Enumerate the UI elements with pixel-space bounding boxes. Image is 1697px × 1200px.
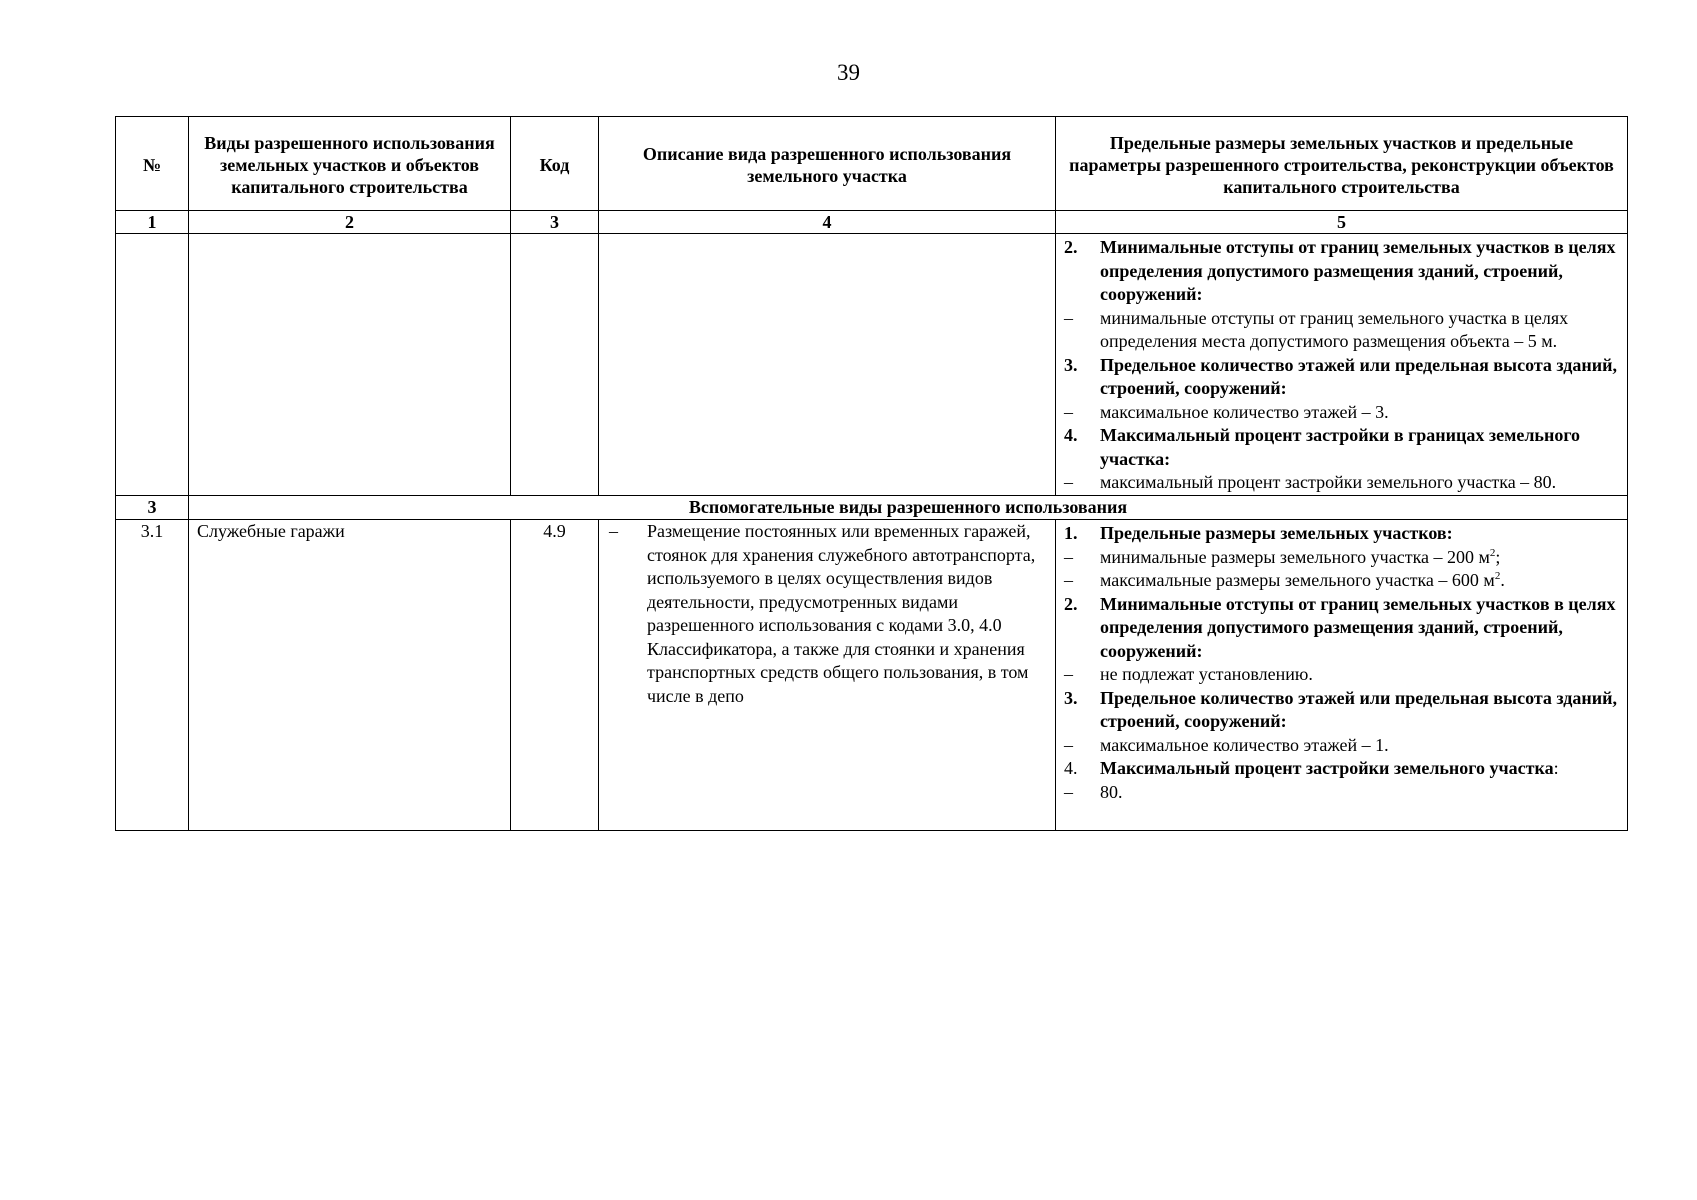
parameter-text [1100,236,1619,307]
column-number: 3 [511,211,599,234]
parameter-item [1064,401,1619,425]
parameter-text [1100,307,1619,354]
parameter-text-main: максимальные размеры земельного участка – 600 м [1100,570,1495,590]
parameter-text-tail: : [1553,758,1559,778]
table-row [116,520,1628,831]
parameter-text-main: Предельное количество этажей или предельная высота зданий, строений, сооружений: [1100,354,1618,398]
parameters-list [1064,522,1619,804]
section-title: Вспомогательные виды разрешенного использования [189,495,1628,520]
parameter-text-main: минимальные размеры земельного участка – 200 м [1100,546,1490,567]
parameter-mark: 4. [1064,758,1078,778]
parameter-item [1064,354,1619,401]
parameter-item [1064,522,1619,546]
parameter-text-main: Предельное количество этажей или предельная высота зданий, строений, сооружений: [1100,687,1618,731]
column-number: 4 [599,211,1056,234]
superscript: 2 [1494,570,1501,582]
parameter-text [1100,781,1619,805]
page-number: 39 [837,60,860,85]
column-number: 2 [189,211,511,234]
parameter-mark: – [1064,570,1073,590]
parameter-mark: – [1064,472,1073,492]
parameter-text [1100,734,1619,758]
parameter-text [1100,757,1619,781]
row-number: 3.1 [116,520,189,831]
parameter-text [1100,401,1619,425]
parameter-mark: – [1064,781,1073,802]
parameter-text-main: минимальные отступы от границ земельного участка в целях определения места допустимого размещения объекта – 5 м. [1100,307,1569,351]
parameter-item [1064,781,1619,805]
dash-mark: – [609,521,618,541]
parameter-text-main: 80. [1100,781,1123,802]
parameter-mark: – [1064,307,1073,328]
row-description-cell [599,520,1056,831]
parameter-mark: 2. [1064,593,1078,614]
parameter-mark: 2. [1064,237,1078,257]
parameter-text [1100,522,1619,546]
parameter-item [1064,593,1619,664]
parameter-item [1064,757,1619,781]
parameter-mark: 3. [1064,687,1078,708]
parameter-item [1064,307,1619,354]
header-description: Описание вида разрешенного использования земельного участка [599,117,1056,211]
column-number-row [116,211,1628,234]
parameter-item [1064,687,1619,734]
header-use-types: Виды разрешенного использования земельных участков и объектов капитального строительства [189,117,511,211]
parameter-text-tail: . [1500,570,1505,590]
parameter-text [1100,546,1619,570]
column-number: 1 [116,211,189,234]
parameter-text [1100,354,1619,401]
table-row-continued [116,234,1628,496]
superscript: 2 [1489,546,1496,559]
parameters-cell [1056,520,1628,831]
header-parameters: Предельные размеры земельных участков и предельные параметры разрешенного строительства, реконструкции объектов капитального строительства [1056,117,1628,211]
parameter-text-tail: ; [1495,546,1501,567]
parameter-text [1100,424,1619,471]
parameter-text [1100,663,1619,687]
parameter-item [1064,569,1619,593]
parameter-text [1100,687,1619,734]
land-use-table [115,116,1628,831]
parameter-text-main: Предельные размеры земельных участков: [1100,523,1453,543]
parameter-item [1064,663,1619,687]
table-header-row [116,117,1628,211]
parameter-text-main: максимальное количество этажей – 3. [1100,401,1389,422]
parameter-text-main: не подлежат установлению. [1100,664,1313,684]
parameter-mark: – [1064,734,1073,755]
header-code: Код [511,117,599,211]
parameter-item [1064,546,1619,570]
parameter-mark: 1. [1064,523,1078,543]
parameter-text-main: Максимальный процент застройки в границах земельного участка: [1100,425,1581,469]
parameters-cell [1056,234,1628,496]
row-description: Размещение постоянных или временных гаражей, стоянок для хранения служебного автотранспорта, используемого в целях осуществления видов деятельности, предусмотренных видами разрешенного использования с кодами 3.0, 4.0 Классификатора, а также для стоянки и хранения транспортных средств общего пользования, в том числе в депо [647,521,1036,706]
section-number: 3 [116,495,189,520]
parameter-text-main: Максимальный процент застройки земельного участка [1100,758,1554,778]
section-row [116,495,1628,520]
parameter-text-main: Минимальные отступы от границ земельных участков в целях определения допустимого размещения зданий, строений, сооружений: [1100,237,1616,304]
parameter-text-main: максимальный процент застройки земельного участка – 80. [1100,472,1557,492]
parameter-item [1064,424,1619,471]
parameter-text [1100,471,1619,495]
header-number: № [116,117,189,211]
parameter-mark: 4. [1064,425,1078,445]
parameter-item [1064,236,1619,307]
parameter-item [1064,471,1619,495]
parameters-list [1064,236,1619,495]
parameter-mark: – [1064,546,1073,567]
parameter-mark: 3. [1064,354,1078,375]
column-number: 5 [1056,211,1628,234]
row-use-name: Служебные гаражи [189,520,511,831]
parameter-text-main: Минимальные отступы от границ земельных участков в целях определения допустимого размещения зданий, строений, сооружений: [1100,593,1616,661]
parameter-text [1100,569,1619,593]
parameter-mark: – [1064,664,1073,684]
parameter-mark: – [1064,401,1073,422]
parameter-item [1064,734,1619,758]
row-code: 4.9 [511,520,599,831]
parameter-text-main: максимальное количество этажей – 1. [1100,734,1389,755]
parameter-text [1100,593,1619,664]
